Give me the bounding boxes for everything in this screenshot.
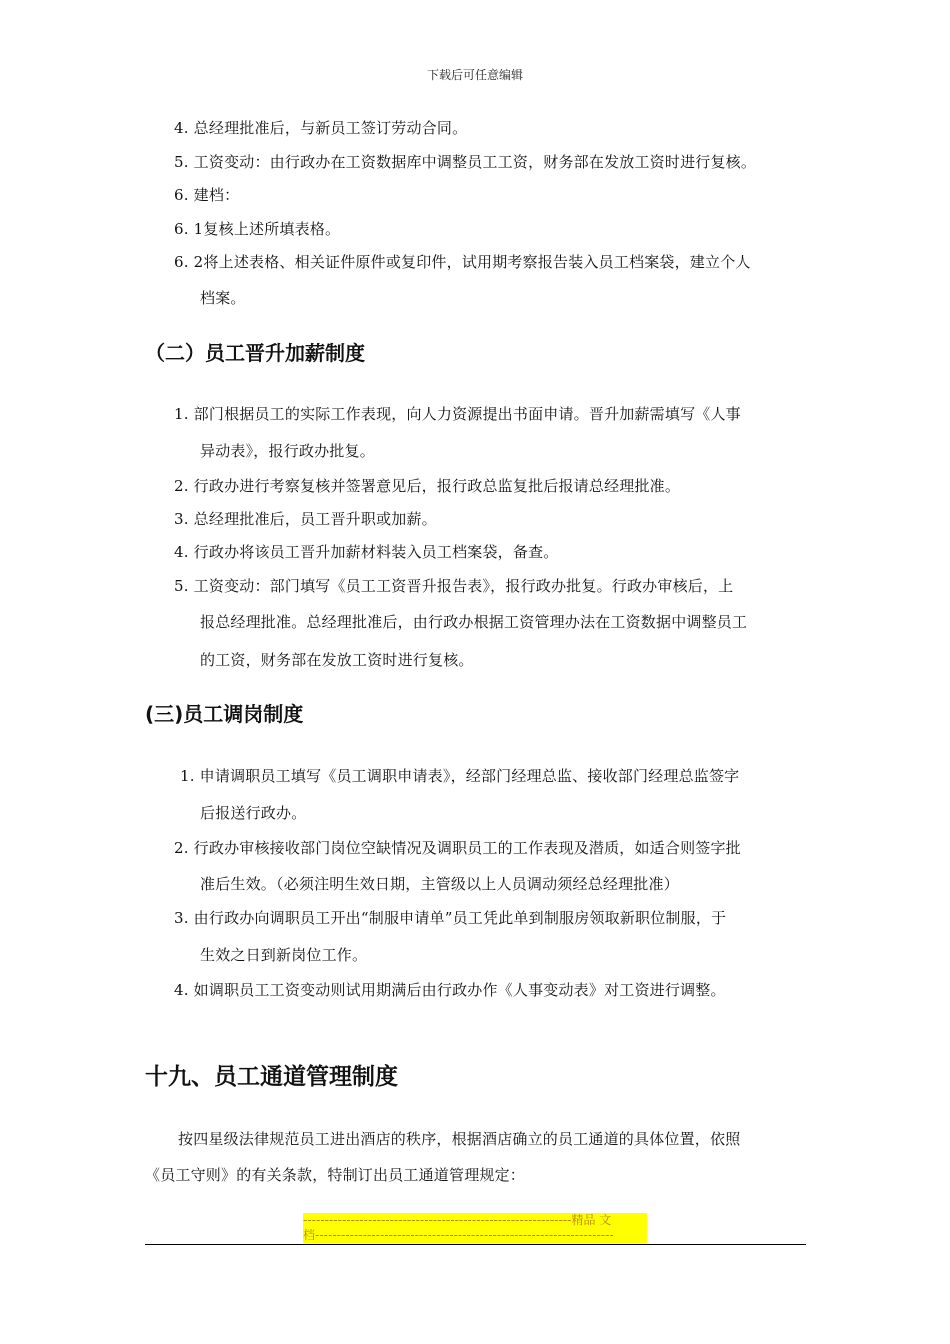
section3-line-5: 3. 由行政办向调职员工开出“制服申请单”员工凭此单到制服房领取新职位制服，于 xyxy=(174,909,727,927)
section2-title: （二）员工晋升加薪制度 xyxy=(145,341,365,365)
section2-line-2: 异动表》，报行政办批复。 xyxy=(200,442,375,460)
footer-watermark-line-2: 档--------------------------------------------------------------------- xyxy=(303,1228,647,1243)
section2-line-1: 1. 部门根据员工的实际工作表现，向人力资源提出书面申请。晋升加薪需填写《人事 xyxy=(174,405,741,423)
section1-line-2: 5. 工资变动：由行政办在工资数据库中调整员工工资，财务部在发放工资时进行复核。 xyxy=(174,153,757,171)
section3-line-2: 后报送行政办。 xyxy=(200,804,307,822)
section3-line-6: 生效之日到新岗位工作。 xyxy=(200,946,368,964)
section1-line-3: 6. 建档： xyxy=(174,186,240,204)
section3-line-3: 2. 行政办审核接收部门岗位空缺情况及调职员工的工作表现及潜质，如适合则签字批 xyxy=(174,839,741,857)
section1-line-5: 6. 2将上述表格、相关证件原件或复印件，试用期考察报告装入员工档案袋，建立个人 xyxy=(174,253,751,271)
section1-line-4: 6. 1复核上述所填表格。 xyxy=(174,220,341,238)
section1-line-6: 档案。 xyxy=(200,289,246,307)
section2-line-7: 报总经理批准。总经理批准后，由行政办根据工资管理办法在工资数据中调整员工 xyxy=(200,613,748,631)
section3-line-4: 准后生效。（必须注明生效日期，主管级以上人员调动须经总经理批准） xyxy=(200,875,679,893)
section2-line-6: 5. 工资变动：部门填写《员工工资晋升报告表》，报行政办批复。行政办审核后，上 xyxy=(174,577,734,595)
section2-line-5: 4. 行政办将该员工晋升加薪材料装入员工档案袋，备查。 xyxy=(174,543,559,561)
section1-line-1: 4. 总经理批准后，与新员工签订劳动合同。 xyxy=(174,119,468,137)
section4-title: 十九、员工通道管理制度 xyxy=(145,1064,398,1090)
section3-line-7: 4. 如调职员工工资变动则试用期满后由行政办作《人事变动表》对工资进行调整。 xyxy=(174,981,726,999)
footer-divider xyxy=(145,1244,806,1245)
section3-title: (三)员工调岗制度 xyxy=(145,702,304,726)
section4-line-2: 《员工守则》的有关条款，特制订出员工通道管理规定： xyxy=(145,1166,526,1184)
section2-line-3: 2. 行政办进行考察复核并签署意见后，报行政总监复批后报请总经理批准。 xyxy=(174,477,681,495)
footer-watermark-line-1: --------------------------------------------------------------精品 文 xyxy=(303,1213,647,1228)
section2-line-8: 的工资，财务部在发放工资时进行复核。 xyxy=(200,651,474,669)
section3-line-1: 1. 申请调职员工填写《员工调职申请表》，经部门经理总监、接收部门经理总监签字 xyxy=(180,767,740,785)
section2-line-4: 3. 总经理批准后，员工晋升职或加薪。 xyxy=(174,510,437,528)
page-header-note: 下载后可任意编辑 xyxy=(426,68,523,82)
section4-line-1: 按四星级法律规范员工进出酒店的秩序，根据酒店确立的员工通道的具体位置，依照 xyxy=(178,1130,741,1148)
